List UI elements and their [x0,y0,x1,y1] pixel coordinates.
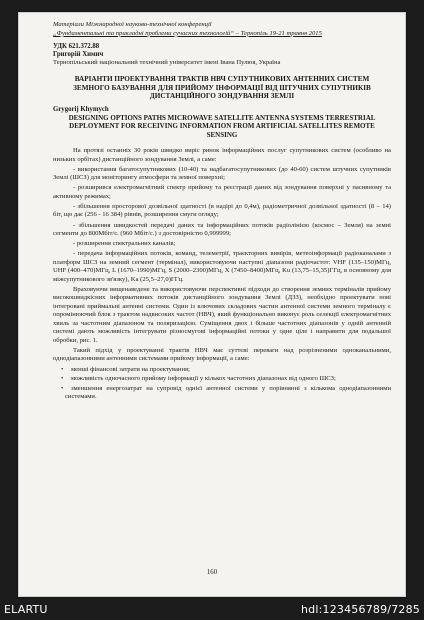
paragraph: Такий підхід у проектуванні трактів НВЧ має суттєві переваги над розрізненими одноканальними, однодіапазонними антенними системами прийому інформації, а саме: [53,346,391,363]
conference-header [53,21,391,38]
bullet-item [53,375,391,384]
paragraph: - розширився електромагнітний спектр прийому та реєстрації даних від зондування поверхні у пасивному та активному режимах; [53,184,391,200]
bullet-icon: • [61,384,64,392]
bullet-text: зменшення енергозатрат на супровід однієї антенної системи у порівнянні з кількома однодіапазонними системами. [65,384,391,401]
handle-id: hdl:123456789/7285 [300,603,420,616]
body-text [53,147,391,401]
paragraph: На протязі останніх 30 років швидко виріс ринок інформаційних послуг супутникових систем (особливо на низьких орбітах) дистанційного зондування Землі, а саме: [53,147,391,163]
bullet-icon: • [61,375,64,383]
udc-code: УДК 621.372.88 [53,43,100,51]
paragraph: - використання багатосупутникових (10-40) та надбагатосупутникових (до 40-60) систем штучних супутників Землі (ШСЗ) для моніторингу атмосфери та земної поверхні; [53,165,391,182]
document-page [18,12,406,597]
page-number: 160 [206,569,218,576]
paragraph: Враховуючи вищенаведене та використовуючи перспективні підходи до створення земних терміналів прийому високошвидкісних інформативних потоків дистанційного зондування Землі (ДЗЗ), необхідно проектувати нові інтегровані приймальні антенні системи. Один із ключових складових частин антенної системи земного терміналу є опромінюючий блок з трактом надвисоких частот (НВЧ), який функціонально виконує роль селекції електромагнітних хвиль за частотним діапазоном та поляризацією. Суміщення двох і більше частотних діапазонів у одній антенній системі дають можливість інтегрувати різносмугові інформаційні потоки у одне ціле і направити для подальшої обробки, рис. 1. [53,285,391,344]
author-affiliation: Тернопільський національний технічний університет імені Івана Пулюя, Україна [53,59,281,67]
paragraph: - передача інформаційних потоків, команд, телеметрії, траєкторних вимірів, метеоінформації радіоканалами з платформ ШСЗ на земний сегмент (термінал), використовуючи наступні діапазони радіочастот: VHF (135–150)МГц, UHF (400–470)МГц, L (1670–1990)МГц, S (2000–2300)МГц, X (7450–8400)МГц, Ku (13,75–15,35)ГГц, в основному для міжсупутникового зв'язку), Ka (25,5–27,0)ГГц. [53,250,391,283]
paper-title: ВАРІАНТИ ПРОЕКТУВАННЯ ТРАКТІВ НВЧ СУПУТНИКОВИХ АНТЕННИХ СИСТЕМ ЗЕМНОГО БАЗУВАННЯ ДЛЯ ПРИЙОМУ ІНФОРМАЦІЇ ВІД ШТУЧНИХ СУПУТНИКІВ ДИСТАНЦІЙНОГО ЗОНДУВАННЯ ЗЕМЛІ [73,75,371,101]
bullet-item [53,385,391,402]
paper-title-en: DESIGNING OPTIONS PATHS MICROWAVE SATELLITE ANTENNA SYSTEMS TERRESTRIAL DEPLOYMENT FOR RECEIVING INFORMATION FROM ARTIFICIAL SATELLITES REMOTE SENSING [68,113,376,139]
author-name: Григорій Химич [53,51,104,59]
paragraph: - розширення спектральних каналів; [73,240,176,248]
repository-name: ELARTU [4,603,48,616]
paragraph: - збільшення просторової дозвільної здатності (в надірі до 0,4м), радіометричної дозвільної здатності (8 – 14) біт, що дає (256 - 16 384) рівнів, розширення смуги огляду; [53,202,391,219]
bullet-item [53,366,391,375]
author-name-en: Grygorij Khymych [53,105,109,113]
conference-header-line1: Матеріали Міжнародної науково-технічної конференції [53,21,212,28]
conference-header-line2: „Фундаментальні та прикладні проблеми сучасних технологій“ – Тернопіль 19-21 травня 2015 [53,29,322,37]
paragraph: - збільшення швидкостей передачі даних та інформаційних потоків радіолінією (космос – Земля) на земні сегменти до 800Мбіт/с. (960 Мбіт/с.) з достовірністю 0,999999; [53,221,391,238]
bullet-text: менші фінансові затрати на проектування; [71,365,190,373]
bullet-text: можливість одночасного прийому інформації у кількох частотних діапазонах від одного ШСЗ; [71,375,336,383]
bullet-icon: • [61,365,64,373]
repository-footer [0,600,424,620]
